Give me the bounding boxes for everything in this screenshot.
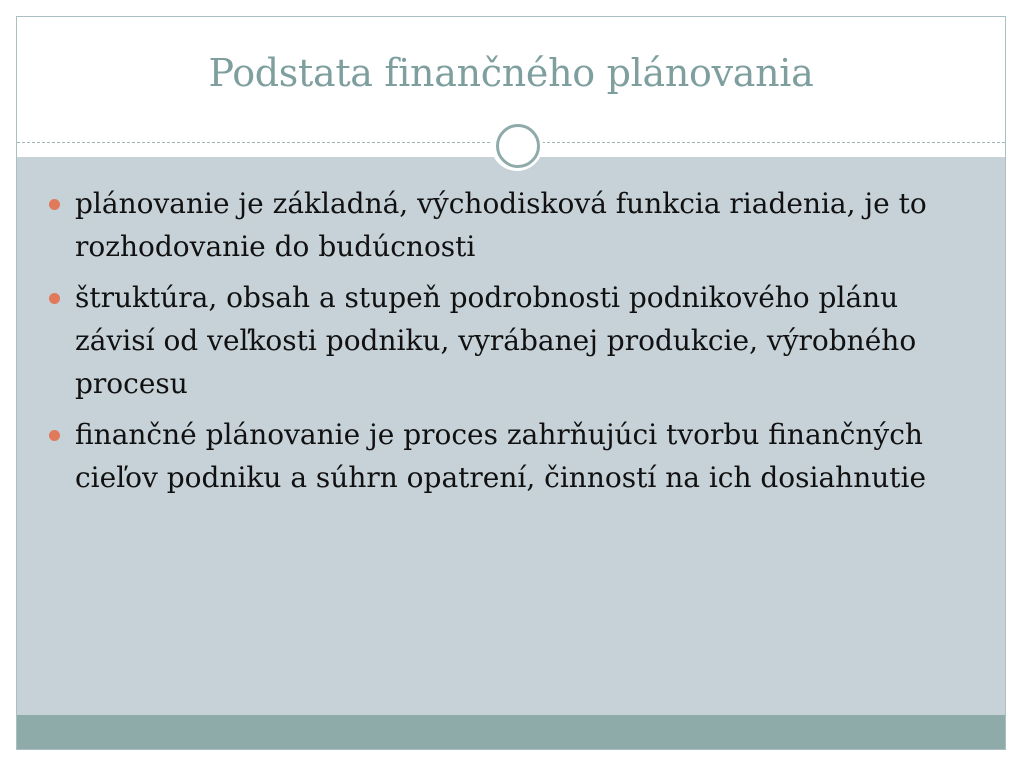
bullet-dot-icon xyxy=(49,199,60,210)
bullet-text: štruktúra, obsah a stupeň podrobnosti podnikového plánu závisí od veľkosti podniku, vyrábanej produkcie, výrobného procesu xyxy=(75,281,917,400)
slide-title: Podstata finančného plánovania xyxy=(208,51,814,95)
bullet-item xyxy=(49,276,979,405)
bullet-text: finančné plánovanie je proces zahrňujúci tvorbu finančných cieľov podniku a súhrn opatrení, činností na ich dosiahnutie xyxy=(75,418,927,494)
bullet-text: plánovanie je základná, východisková funkcia riadenia, je to rozhodovanie do budúcnosti xyxy=(75,187,927,263)
slide xyxy=(16,16,1006,750)
bullet-dot-icon xyxy=(49,293,60,304)
bullet-list xyxy=(49,182,979,507)
circle-ring-icon xyxy=(491,119,543,171)
bullet-item xyxy=(49,182,979,268)
footer-band xyxy=(17,715,1005,750)
bullet-item xyxy=(49,413,979,499)
bullet-dot-icon xyxy=(49,430,60,441)
